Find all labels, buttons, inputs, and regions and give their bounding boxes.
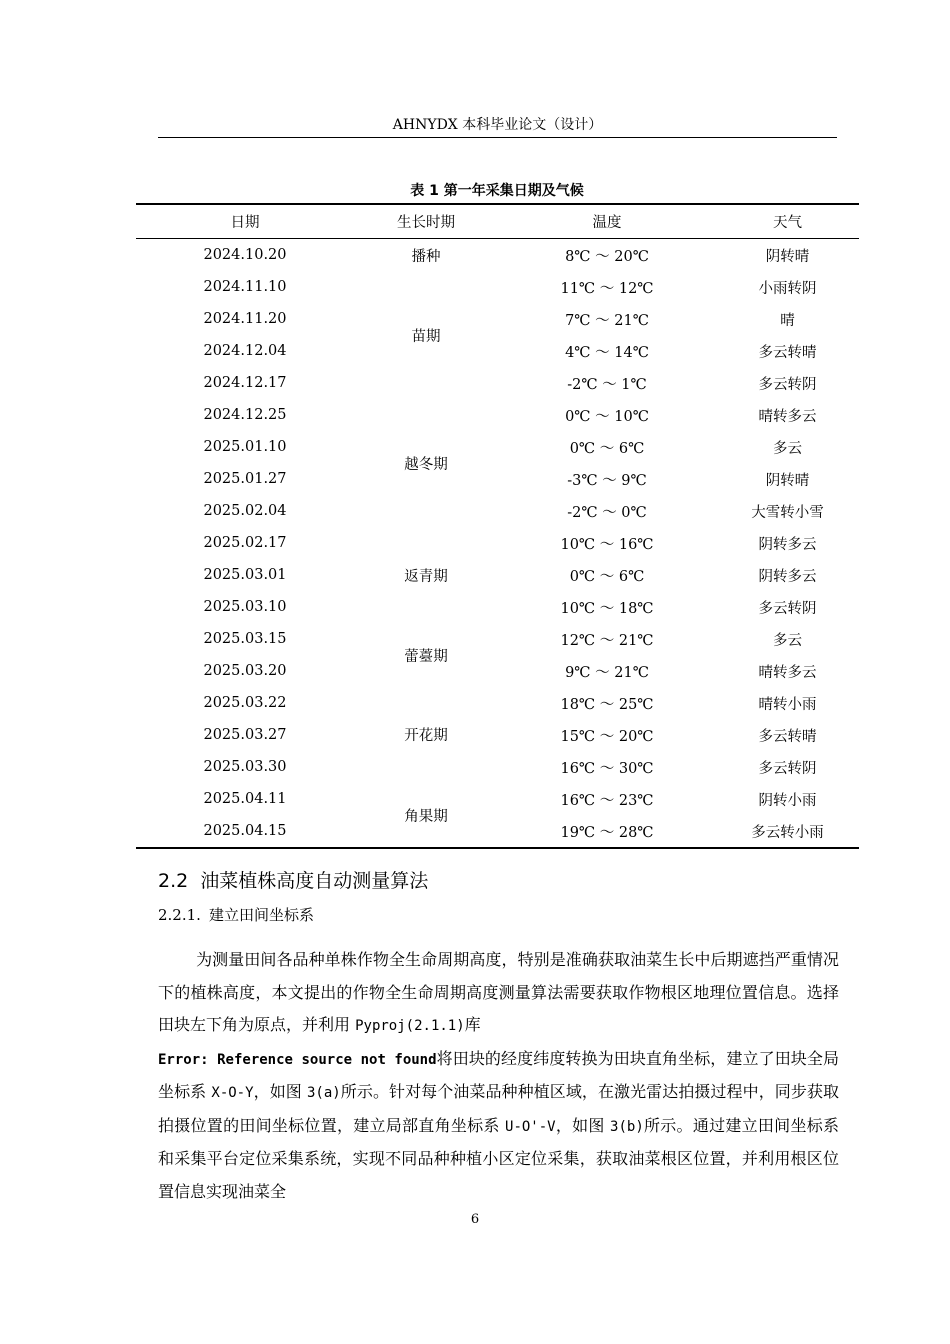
- cell-temperature: 0℃ ～ 6℃: [569, 568, 645, 585]
- stage-greening: 返青期: [404, 569, 448, 585]
- cell-weather: 阴转晴: [765, 248, 810, 265]
- cell-weather: 多云转阴: [758, 600, 817, 617]
- table-header-row: [136, 205, 859, 238]
- cell-weather: 多云转小雨: [751, 824, 824, 841]
- page-number: 6: [470, 1212, 480, 1227]
- table-body: [136, 239, 859, 847]
- figure-ref-a: 3(a): [307, 1085, 341, 1101]
- cell-temperature: 0℃ ～ 6℃: [569, 440, 645, 457]
- local-coordinate-label: U-O'-V: [505, 1118, 556, 1135]
- table-caption: 表 1 第一年采集日期及气候: [410, 183, 584, 199]
- column-header-date: 日期: [230, 215, 260, 231]
- cell-date: 2024.12.04: [203, 343, 287, 359]
- stage-seedling: 苗期: [411, 329, 441, 345]
- subsection-title: 建立田间坐标系: [208, 906, 314, 924]
- table-row: [136, 751, 859, 783]
- section-heading: [158, 866, 428, 893]
- header-rule: [158, 137, 837, 138]
- paragraph-text-3: 将田块的经度纬度转换为田块直角坐标，建立了田块全局坐标系: [158, 1048, 839, 1101]
- cell-temperature: -3℃ ～ 9℃: [567, 472, 647, 489]
- stage-podding: 角果期: [404, 809, 448, 825]
- section-number: 2.2: [158, 870, 189, 892]
- cell-date: 2025.03.27: [203, 727, 287, 743]
- table-row: [136, 527, 859, 559]
- cell-weather: 晴: [780, 312, 795, 329]
- cell-weather: 多云: [773, 632, 802, 649]
- cell-temperature: 0℃ ～ 10℃: [565, 408, 649, 425]
- library-reference: Pyproj(2.1.1): [355, 1018, 465, 1034]
- cell-weather: 阴转多云: [758, 568, 817, 585]
- table-row: [136, 399, 859, 431]
- cell-date: 2024.12.17: [203, 375, 287, 391]
- page-header: AHNYDX 本科毕业论文（设计）: [392, 117, 603, 133]
- cell-date: 2024.11.20: [203, 311, 287, 327]
- cell-temperature: 7℃ ～ 21℃: [565, 312, 649, 329]
- cell-temperature: 16℃ ～ 23℃: [560, 792, 654, 809]
- stage-overwintering: 越冬期: [404, 457, 448, 473]
- cell-temperature: 11℃ ～ 12℃: [560, 280, 654, 297]
- paragraph-text-6: ，如图: [555, 1115, 611, 1135]
- paragraph-text-4: ，如图: [253, 1082, 307, 1101]
- paragraph-text-2: 库: [464, 1015, 481, 1034]
- cell-temperature: 10℃ ～ 18℃: [560, 600, 654, 617]
- cell-weather: 晴转多云: [758, 408, 817, 425]
- table-bottom-rule: [136, 847, 859, 849]
- cell-date: 2025.02.04: [203, 503, 287, 519]
- section-title: 油菜植株高度自动测量算法: [200, 870, 429, 892]
- table-row: [136, 367, 859, 399]
- cell-weather: 多云转阴: [758, 760, 817, 777]
- cell-date: 2025.03.30: [203, 759, 287, 775]
- table-row: [136, 591, 859, 623]
- body-paragraph: [158, 944, 839, 1208]
- cell-date: 2024.11.10: [203, 279, 287, 295]
- stage-flowering: 开花期: [404, 728, 448, 744]
- cell-date: 2024.10.20: [203, 247, 287, 263]
- figure-ref-b: 3(b): [610, 1118, 644, 1135]
- reference-error: Error: Reference source not found: [158, 1051, 437, 1068]
- cell-temperature: -2℃ ～ 1℃: [567, 376, 647, 393]
- cell-weather: 大雪转小雪: [751, 504, 824, 521]
- cell-date: 2025.03.01: [203, 567, 287, 583]
- column-header-temperature: 温度: [592, 215, 622, 231]
- column-header-weather: 天气: [773, 215, 802, 231]
- paragraph-text-7: 所示。通过建立田间坐标系和采集平台定位采集系统，实现不同品种种植小区定位采集，获取油菜根区位置，并利用根区位置信息实现油菜全: [158, 1115, 839, 1201]
- cell-temperature: 9℃ ～ 21℃: [565, 664, 649, 681]
- global-coordinate-label: X-O-Y: [211, 1085, 254, 1101]
- cell-temperature: 16℃ ～ 30℃: [560, 760, 654, 777]
- cell-weather: 阴转多云: [758, 536, 817, 553]
- paragraph-text-5: 所示。针对每个油菜品种种植区域，在激光雷达拍摄过程中，同步获取拍摄位置的田间坐标位置，建立局部直角坐标系: [158, 1082, 839, 1135]
- table-row: [136, 687, 859, 719]
- cell-temperature: 19℃ ～ 28℃: [560, 824, 654, 841]
- cell-weather: 小雨转阴: [758, 280, 817, 297]
- cell-temperature: 18℃ ～ 25℃: [560, 696, 654, 713]
- paragraph-text-1: 为测量田间各品种单株作物全生命周期高度，特别是准确获取油菜生长中后期遮挡严重情况下的植株高度，本文提出的作物全生命周期高度测量算法需要获取作物根区地理位置信息。选择田块左下角为原点，并利用: [158, 950, 839, 1034]
- cell-date: 2025.04.11: [203, 791, 287, 807]
- cell-date: 2025.03.22: [203, 695, 287, 711]
- stage-sowing: 播种: [411, 249, 441, 265]
- table-row: [136, 495, 859, 527]
- subsection-heading: [158, 904, 314, 925]
- cell-weather: 多云: [773, 440, 802, 457]
- cell-weather: 晴转多云: [758, 664, 817, 681]
- cell-temperature: 12℃ ～ 21℃: [560, 632, 654, 649]
- cell-weather: 多云转阴: [758, 376, 817, 393]
- cell-temperature: -2℃ ～ 0℃: [567, 504, 647, 521]
- subsection-number: 2.2.1.: [158, 906, 201, 924]
- cell-weather: 阴转晴: [765, 472, 810, 489]
- cell-date: 2025.01.10: [203, 439, 287, 455]
- cell-temperature: 15℃ ～ 20℃: [560, 728, 654, 745]
- cell-weather: 多云转晴: [758, 344, 817, 361]
- cell-date: 2025.02.17: [203, 535, 287, 551]
- cell-date: 2025.03.20: [203, 663, 287, 679]
- cell-temperature: 8℃ ～ 20℃: [565, 248, 649, 265]
- stage-bolting: 蕾薹期: [404, 649, 448, 665]
- cell-date: 2025.03.10: [203, 599, 287, 615]
- cell-weather: 多云转晴: [758, 728, 817, 745]
- table-row: [136, 271, 859, 303]
- cell-temperature: 10℃ ～ 16℃: [560, 536, 654, 553]
- cell-date: 2025.01.27: [203, 471, 287, 487]
- cell-date: 2025.04.15: [203, 823, 287, 839]
- column-header-stage: 生长时期: [397, 215, 455, 231]
- climate-table: [136, 203, 859, 849]
- cell-weather: 阴转小雨: [758, 792, 817, 809]
- cell-date: 2025.03.15: [203, 631, 287, 647]
- cell-weather: 晴转小雨: [758, 696, 817, 713]
- cell-date: 2024.12.25: [203, 407, 287, 423]
- cell-temperature: 4℃ ～ 14℃: [565, 344, 649, 361]
